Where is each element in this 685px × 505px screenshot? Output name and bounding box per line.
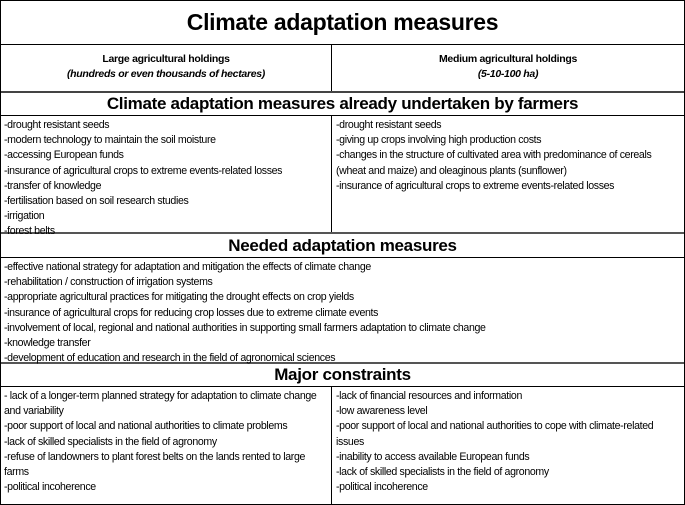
list-item: -political incoherence (4, 481, 96, 494)
list-item: -poor support of local and national authorities to climate problems (4, 420, 288, 433)
list-item: -rehabilitation / construction of irrigation systems (4, 276, 213, 289)
column-headers (1, 45, 684, 93)
needed-measures-list (1, 258, 684, 365)
list-item: -modern technology to maintain the soil moisture (4, 134, 216, 147)
list-item: -knowledge transfer (4, 337, 91, 350)
list-item: -insurance of agricultural crops for reducing crop losses due to extreme climate events (4, 306, 379, 319)
column-label: Large agricultural holdings (102, 53, 230, 65)
list-item: -effective national strategy for adaptation and mitigation the effects of climate change (4, 261, 371, 273)
list-item: -development of education and research in the field of agronomical sciences (4, 352, 336, 365)
list-item: -political incoherence (336, 481, 428, 494)
list-item: - lack of a longer-term planned strategy for adaptation to climate change and variability (4, 390, 317, 418)
list-item: -irrigation (4, 210, 45, 223)
list-item: -low awareness level (336, 405, 428, 418)
list-item: -changes in the structure of cultivated area with predominance of cereals (wheat and maize) and oleaginous plants (sunflower) (336, 149, 652, 177)
column-label: Medium agricultural holdings (438, 53, 578, 65)
list-item: -appropriate agricultural practices for mitigating the drought effects on crop yields (4, 291, 354, 304)
column-sublabel: (5-10-100 ha) (477, 68, 539, 80)
section-body-constraints (1, 387, 684, 504)
list-item: -drought resistant seeds (336, 119, 442, 131)
constraints-large-list (1, 387, 332, 504)
list-item: -involvement of local, regional and national authorities in supporting small farmers adaptation to climate change (4, 321, 486, 334)
list-item: -accessing European funds (4, 149, 124, 162)
list-item: -lack of financial resources and information (336, 390, 522, 402)
list-item: -refuse of landowners to plant forest belts on the lands rented to large farms (4, 450, 306, 479)
constraints-medium-list (332, 387, 684, 504)
list-item: -giving up crops involving high production costs (336, 134, 542, 147)
list-item: -insurance of agricultural crops to extreme events-related losses (4, 164, 283, 177)
section-heading-needed: Needed adaptation measures (1, 234, 684, 258)
undertaken-medium-list (332, 116, 684, 232)
column-header-large-holdings (1, 45, 332, 91)
list-item: -poor support of local and national authorities to cope with climate-related issues (336, 420, 654, 448)
column-sublabel: (hundreds or even thousands of hectares) (66, 68, 266, 80)
section-heading-constraints: Major constraints (1, 364, 684, 387)
list-item: -insurance of agricultural crops to extreme events-related losses (336, 179, 615, 192)
list-item: -lack of skilled specialists in the field of agronomy (336, 466, 549, 479)
section-heading-undertaken: Climate adaptation measures already undertaken by farmers (1, 93, 684, 116)
table-title: Climate adaptation measures (1, 1, 684, 45)
section-body-needed (1, 258, 684, 364)
list-item: -drought resistant seeds (4, 119, 110, 131)
section-body-undertaken (1, 116, 684, 238)
list-item: -lack of skilled specialists in the field of agronomy (4, 435, 217, 448)
list-item: -forest belts (4, 225, 55, 238)
list-item: -transfer of knowledge (4, 179, 102, 192)
list-item: -inability to access available European funds (336, 450, 530, 463)
column-header-medium-holdings (332, 45, 684, 91)
undertaken-large-list (1, 116, 332, 238)
list-item: -fertilisation based on soil research studies (4, 195, 189, 208)
